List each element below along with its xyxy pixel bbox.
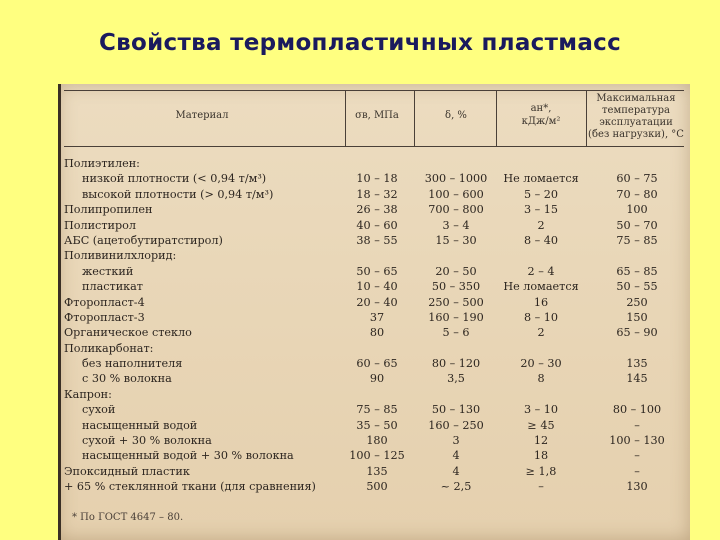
cell-temp: 65 – 90 [616,326,658,340]
table-row [62,402,686,417]
cell-sigma: 80 [369,326,385,340]
cell-impact: 8 – 40 [523,233,559,247]
table-row [62,479,686,494]
cell-material: Фторопласт-4 [64,295,145,309]
cell-delta: 300 – 1000 [424,172,488,186]
table-row [62,156,686,171]
table-row [62,202,686,217]
table-row [62,371,686,386]
cell-impact: 8 – 10 [523,310,559,324]
cell-delta: 4 [452,449,460,463]
cell-impact: – [538,480,544,494]
cell-temp: 65 – 85 [616,264,658,278]
cell-temp: 80 – 100 [612,403,662,417]
header-impact-line1: ан*, [530,103,552,114]
cell-temp: 100 – 130 [609,434,665,448]
cell-material: пластикат [82,280,143,294]
cell-temp: 150 [626,310,648,324]
cell-sigma: 90 [369,372,385,386]
table-row [62,448,686,463]
cell-temp: 70 – 80 [616,187,658,201]
cell-impact: 20 – 30 [520,357,562,371]
header-material: Материал [175,110,229,121]
cell-sigma: 180 [366,434,388,448]
table-row [62,279,686,294]
cell-impact: 16 [533,295,549,309]
table-row [62,418,686,433]
header-divider-2 [414,90,415,146]
header-impact-line2: кДж/м² [521,116,561,127]
cell-temp: – [634,418,640,432]
cell-impact: 3 – 10 [523,403,559,417]
cell-delta: 700 – 800 [428,203,484,217]
header-bottom-rule [64,146,684,147]
cell-material: высокой плотности (> 0,94 т/м³) [82,187,274,201]
cell-temp: 100 [626,203,648,217]
header-top-rule [64,90,684,91]
table-row [62,464,686,479]
table-row [62,433,686,448]
scanned-table-image [58,84,690,540]
cell-impact: 3 – 15 [523,203,559,217]
cell-delta: 50 – 130 [431,403,481,417]
cell-impact: 12 [533,434,549,448]
table-footnote: * По ГОСТ 4647 – 80. [72,512,184,523]
cell-sigma: 37 [369,310,385,324]
cell-impact: 2 [537,218,545,232]
cell-sigma: 18 – 32 [356,187,398,201]
table-row [62,310,686,325]
cell-sigma: 60 – 65 [356,357,398,371]
cell-impact: 5 – 20 [523,187,559,201]
header-sigma: σв, МПа [355,110,399,121]
table-body [62,156,686,495]
cell-material: + 65 % стеклянной ткани (для сравнения) [64,480,316,494]
cell-temp: 130 [626,480,648,494]
cell-material: сухой + 30 % волокна [82,434,212,448]
table-row [62,325,686,340]
table-row [62,295,686,310]
cell-delta: 20 – 50 [435,264,477,278]
cell-material: Полипропилен [64,203,153,217]
cell-impact: ≥ 1,8 [525,464,557,478]
table-row [62,233,686,248]
cell-delta: 15 – 30 [435,233,477,247]
table-row [62,387,686,402]
cell-temp: – [634,449,640,463]
cell-material: Поликарбонат: [64,341,154,355]
cell-impact: Не ломается [503,280,579,294]
cell-sigma: 50 – 65 [356,264,398,278]
cell-temp: 50 – 55 [616,280,658,294]
header-temp-line1: Максимальная [596,93,676,104]
cell-impact: 2 – 4 [527,264,555,278]
cell-sigma: 20 – 40 [356,295,398,309]
cell-material: Полистирол [64,218,136,232]
header-temp-line4: (без нагрузки), °С [588,129,684,140]
header-divider-1 [345,90,346,146]
cell-delta: 160 – 250 [428,418,484,432]
cell-temp: 50 – 70 [616,218,658,232]
header-temp-line3: эксплуатации [599,117,673,128]
cell-sigma: 40 – 60 [356,218,398,232]
cell-sigma: 500 [366,480,388,494]
cell-material: низкой плотности (< 0,94 т/м³) [82,172,267,186]
cell-sigma: 100 – 125 [349,449,405,463]
cell-material: сухой [82,403,116,417]
cell-delta: 4 [452,464,460,478]
cell-delta: 3 [452,434,460,448]
cell-temp: 60 – 75 [616,172,658,186]
cell-sigma: 75 – 85 [356,403,398,417]
cell-sigma: 35 – 50 [356,418,398,432]
cell-material: Поливинилхлорид: [64,249,177,263]
cell-delta: 3 – 4 [442,218,470,232]
slide-title: Свойства термопластичных пластмасс [98,30,622,56]
table-row [62,356,686,371]
cell-material: жесткий [82,264,134,278]
cell-material: Фторопласт-3 [64,310,145,324]
cell-material: Эпоксидный пластик [64,464,190,478]
cell-impact: Не ломается [503,172,579,186]
table-row [62,187,686,202]
table-row [62,341,686,356]
table-row [62,264,686,279]
cell-sigma: 26 – 38 [356,203,398,217]
table-row [62,171,686,186]
cell-temp: 250 [626,295,648,309]
cell-material: без наполнителя [82,357,183,371]
cell-material: с 30 % волокна [82,372,172,386]
header-delta: δ, % [445,110,467,121]
header-divider-3 [496,90,497,146]
cell-delta: 3,5 [447,372,465,386]
cell-delta: 250 – 500 [428,295,484,309]
cell-impact: 18 [533,449,549,463]
cell-delta: 5 – 6 [442,326,470,340]
cell-impact: ≥ 45 [527,418,555,432]
cell-sigma: 10 – 18 [356,172,398,186]
cell-temp: 75 – 85 [616,233,658,247]
cell-delta: ~ 2,5 [440,480,472,494]
header-divider-4 [586,90,587,146]
cell-temp: 145 [626,372,648,386]
cell-delta: 50 – 350 [431,280,481,294]
cell-material: Органическое стекло [64,326,192,340]
cell-material: Полиэтилен: [64,157,140,170]
cell-material: АБС (ацетобутиратстирол) [64,233,223,247]
cell-temp: 135 [626,357,648,371]
cell-material: насыщенный водой + 30 % волокна [82,449,294,463]
cell-material: насыщенный водой [82,418,198,432]
cell-impact: 2 [537,326,545,340]
cell-delta: 100 – 600 [428,187,484,201]
cell-sigma: 10 – 40 [356,280,398,294]
cell-material: Капрон: [64,387,112,401]
cell-temp: – [634,464,640,478]
cell-delta: 80 – 120 [431,357,481,371]
cell-sigma: 135 [366,464,388,478]
cell-sigma: 38 – 55 [356,233,398,247]
cell-impact: 8 [537,372,545,386]
header-temp-line2: температура [602,105,670,116]
table-row [62,218,686,233]
cell-delta: 160 – 190 [428,310,484,324]
table-row [62,248,686,263]
